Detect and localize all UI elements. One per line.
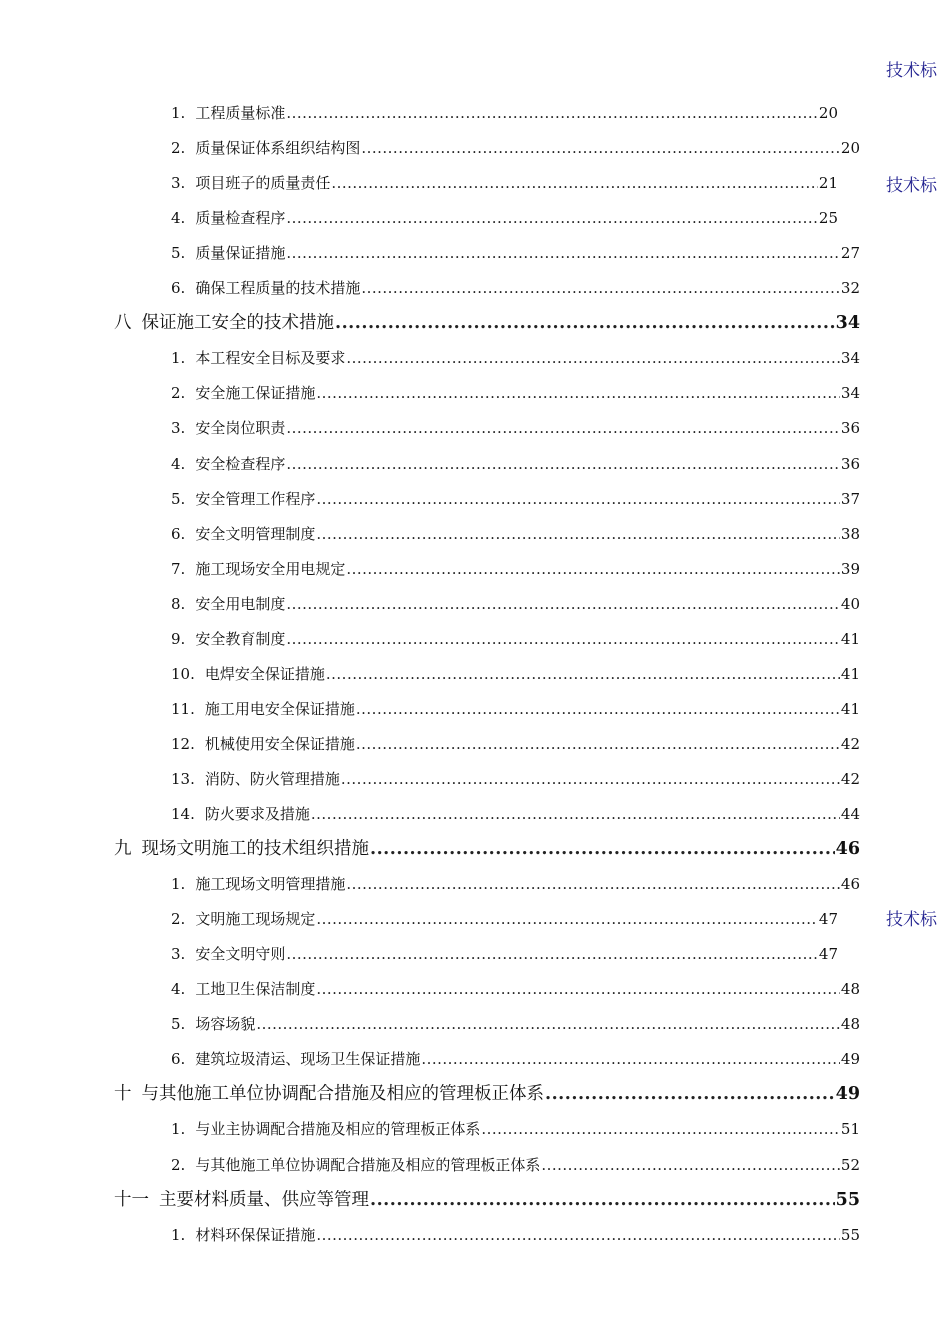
toc-entry-title: 现场文明施工的技术组织措施 xyxy=(141,839,369,859)
toc-entry-number: 12. xyxy=(171,735,195,753)
toc-entry-title: 施工现场安全用电规定 xyxy=(195,560,346,578)
toc-entry-title: 安全文明管理制度 xyxy=(195,525,316,543)
toc-page-number: 51 xyxy=(840,1120,860,1138)
toc-entry-number: 9. xyxy=(171,630,186,648)
toc-entry-title: 与业主协调配合措施及相应的管理板正体系 xyxy=(195,1120,481,1138)
toc-page-number: 41 xyxy=(840,665,860,683)
toc-entry-title: 防火要求及措施 xyxy=(204,805,310,823)
toc-dot-leader xyxy=(346,872,840,896)
toc-section-entry[interactable] xyxy=(171,557,860,581)
toc-section-entry[interactable] xyxy=(171,942,838,966)
toc-dot-leader xyxy=(361,136,840,160)
toc-entry-number: 6. xyxy=(171,525,186,543)
toc-entry-title: 项目班子的质量责任 xyxy=(195,174,331,192)
toc-page-number: 49 xyxy=(835,1084,860,1104)
toc-page-number: 44 xyxy=(840,805,860,823)
toc-entry-title: 场容场貌 xyxy=(195,1015,256,1033)
toc-entry-title: 安全施工保证措施 xyxy=(195,384,316,402)
toc-section-entry[interactable] xyxy=(171,627,860,651)
toc-page-number: 39 xyxy=(840,560,860,578)
toc-section-entry[interactable] xyxy=(171,1223,860,1247)
toc-page-number: 20 xyxy=(818,104,838,122)
toc-page-number: 20 xyxy=(840,139,860,157)
toc-entry-title: 质量检查程序 xyxy=(195,209,286,227)
toc-page-number: 47 xyxy=(818,945,838,963)
toc-entry-number: 3. xyxy=(171,174,186,192)
toc-page-number: 55 xyxy=(840,1226,860,1244)
toc-entry-number: 5. xyxy=(171,244,186,262)
toc-dot-leader xyxy=(326,662,840,686)
toc-entry-title: 安全管理工作程序 xyxy=(195,490,316,508)
toc-entry-number: 6. xyxy=(171,279,186,297)
toc-dot-leader xyxy=(421,1047,840,1071)
toc-entry-number: 3. xyxy=(171,945,186,963)
header-label-technical-bid: 技术标 xyxy=(886,61,937,81)
toc-entry-number: 4. xyxy=(171,455,186,473)
toc-page-number: 32 xyxy=(840,279,860,297)
toc-entry-number: 8. xyxy=(171,595,186,613)
toc-entry-number: 九 xyxy=(114,839,132,859)
toc-page-number: 36 xyxy=(840,455,860,473)
toc-entry-number: 13. xyxy=(171,770,195,788)
toc-page-number: 46 xyxy=(840,875,860,893)
toc-page-number: 42 xyxy=(840,770,860,788)
toc-dot-leader xyxy=(341,767,840,791)
toc-dot-leader xyxy=(541,1153,840,1177)
toc-entry-number: 八 xyxy=(114,313,132,333)
toc-chapter-entry[interactable] xyxy=(114,311,860,335)
toc-section-entry[interactable] xyxy=(171,1047,860,1071)
toc-section-entry[interactable] xyxy=(171,1117,860,1141)
toc-dot-leader xyxy=(256,1012,840,1036)
toc-entry-number: 2. xyxy=(171,910,186,928)
toc-entry-number: 1. xyxy=(171,1226,186,1244)
toc-page-number: 40 xyxy=(840,595,860,613)
toc-dot-leader xyxy=(311,802,840,826)
toc-section-entry[interactable] xyxy=(171,592,860,616)
toc-entry-number: 10. xyxy=(171,665,195,683)
toc-entry-title: 工地卫生保洁制度 xyxy=(195,980,316,998)
toc-dot-leader xyxy=(286,241,840,265)
header-label-technical-bid: 技术标 xyxy=(886,910,937,930)
toc-dot-leader xyxy=(316,487,840,511)
toc-entry-title: 建筑垃圾清运、现场卫生保证措施 xyxy=(195,1050,421,1068)
toc-entry-number: 11. xyxy=(171,700,195,718)
toc-entry-number: 4. xyxy=(171,209,186,227)
toc-entry-number: 7. xyxy=(171,560,186,578)
toc-dot-leader xyxy=(356,732,840,756)
toc-section-entry[interactable] xyxy=(171,136,860,160)
toc-page-number: 21 xyxy=(818,174,838,192)
toc-page-number: 25 xyxy=(818,209,838,227)
toc-dot-leader xyxy=(316,977,840,1001)
toc-entry-title: 保证施工安全的技术措施 xyxy=(141,313,334,333)
toc-entry-number: 5. xyxy=(171,490,186,508)
toc-section-entry[interactable] xyxy=(171,1012,860,1036)
toc-entry-number: 6. xyxy=(171,1050,186,1068)
toc-dot-leader xyxy=(545,1082,835,1106)
toc-entry-number: 2. xyxy=(171,1156,186,1174)
toc-dot-leader xyxy=(316,522,840,546)
toc-page-number: 34 xyxy=(840,349,860,367)
toc-section-entry[interactable] xyxy=(171,802,860,826)
toc-page-number: 34 xyxy=(835,313,860,333)
toc-dot-leader xyxy=(286,592,840,616)
toc-entry-number: 3. xyxy=(171,419,186,437)
toc-entry-title: 安全教育制度 xyxy=(195,630,286,648)
toc-dot-leader xyxy=(331,171,818,195)
toc-chapter-entry[interactable] xyxy=(114,1082,860,1106)
toc-dot-leader xyxy=(316,907,818,931)
toc-page-number: 41 xyxy=(840,630,860,648)
toc-entry-number: 2. xyxy=(171,384,186,402)
toc-entry-title: 与其他施工单位协调配合措施及相应的管理板正体系 xyxy=(141,1084,544,1104)
toc-section-entry[interactable] xyxy=(171,767,860,791)
toc-entry-number: 1. xyxy=(171,104,186,122)
toc-page-number: 36 xyxy=(840,419,860,437)
toc-section-entry[interactable] xyxy=(171,452,860,476)
toc-dot-leader xyxy=(286,627,840,651)
toc-dot-leader xyxy=(335,311,835,335)
toc-chapter-entry[interactable] xyxy=(114,837,860,861)
toc-dot-leader xyxy=(286,416,840,440)
toc-section-entry[interactable] xyxy=(171,206,838,230)
toc-page-number: 49 xyxy=(840,1050,860,1068)
toc-page-number: 48 xyxy=(840,1015,860,1033)
toc-entry-title: 材料环保保证措施 xyxy=(195,1226,316,1244)
toc-entry-number: 1. xyxy=(171,349,186,367)
toc-dot-leader xyxy=(370,837,835,861)
toc-entry-number: 十 xyxy=(114,1084,132,1104)
toc-page-number: 42 xyxy=(840,735,860,753)
toc-page-number: 38 xyxy=(840,525,860,543)
toc-page-number: 55 xyxy=(835,1190,860,1210)
toc-entry-title: 安全文明守则 xyxy=(195,945,286,963)
toc-entry-title: 安全检查程序 xyxy=(195,455,286,473)
toc-entry-title: 安全用电制度 xyxy=(195,595,286,613)
toc-section-entry[interactable] xyxy=(171,1153,860,1177)
toc-section-entry[interactable] xyxy=(171,872,860,896)
toc-dot-leader xyxy=(370,1188,835,1212)
toc-section-entry[interactable] xyxy=(171,101,838,125)
toc-section-entry[interactable] xyxy=(171,697,860,721)
toc-entry-title: 电焊安全保证措施 xyxy=(204,665,325,683)
toc-entry-title: 施工用电安全保证措施 xyxy=(204,700,355,718)
toc-entry-number: 十一 xyxy=(114,1190,149,1210)
toc-section-entry[interactable] xyxy=(171,276,860,300)
toc-dot-leader xyxy=(356,697,840,721)
toc-page-number: 52 xyxy=(840,1156,860,1174)
toc-page-number: 48 xyxy=(840,980,860,998)
toc-section-entry[interactable] xyxy=(171,416,860,440)
toc-section-entry[interactable] xyxy=(171,662,860,686)
toc-dot-leader xyxy=(481,1117,840,1141)
toc-section-entry[interactable] xyxy=(171,732,860,756)
toc-section-entry[interactable] xyxy=(171,381,860,405)
toc-chapter-entry[interactable] xyxy=(114,1188,860,1212)
toc-entry-title: 工程质量标准 xyxy=(195,104,286,122)
toc-entry-title: 主要材料质量、供应等管理 xyxy=(159,1190,369,1210)
toc-entry-title: 施工现场文明管理措施 xyxy=(195,875,346,893)
toc-section-entry[interactable] xyxy=(171,907,838,931)
toc-page-number: 46 xyxy=(835,839,860,859)
toc-section-entry[interactable] xyxy=(171,522,860,546)
toc-dot-leader xyxy=(361,276,840,300)
toc-entry-number: 2. xyxy=(171,139,186,157)
toc-entry-title: 文明施工现场规定 xyxy=(195,910,316,928)
toc-page-number: 27 xyxy=(840,244,860,262)
toc-entry-title: 质量保证措施 xyxy=(195,244,286,262)
toc-dot-leader xyxy=(346,557,840,581)
toc-entry-number: 1. xyxy=(171,875,186,893)
toc-section-entry[interactable] xyxy=(171,346,860,370)
toc-entry-number: 1. xyxy=(171,1120,186,1138)
toc-entry-number: 5. xyxy=(171,1015,186,1033)
toc-entry-number: 14. xyxy=(171,805,195,823)
toc-entry-title: 机械使用安全保证措施 xyxy=(204,735,355,753)
toc-entry-number: 4. xyxy=(171,980,186,998)
toc-dot-leader xyxy=(286,942,818,966)
toc-entry-title: 确保工程质量的技术措施 xyxy=(195,279,361,297)
toc-section-entry[interactable] xyxy=(171,241,860,265)
toc-page-number: 47 xyxy=(818,910,838,928)
toc-entry-title: 消防、防火管理措施 xyxy=(204,770,340,788)
toc-page-number: 41 xyxy=(840,700,860,718)
toc-dot-leader xyxy=(316,1223,840,1247)
toc-entry-title: 与其他施工单位协调配合措施及相应的管理板正体系 xyxy=(195,1156,541,1174)
toc-dot-leader xyxy=(316,381,840,405)
toc-entry-title: 本工程安全目标及要求 xyxy=(195,349,346,367)
toc-section-entry[interactable] xyxy=(171,977,860,1001)
toc-section-entry[interactable] xyxy=(171,171,838,195)
toc-dot-leader xyxy=(286,206,818,230)
toc-entry-title: 安全岗位职责 xyxy=(195,419,286,437)
toc-dot-leader xyxy=(346,346,840,370)
toc-page-number: 34 xyxy=(840,384,860,402)
toc-page-number: 37 xyxy=(840,490,860,508)
toc-entry-title: 质量保证体系组织结构图 xyxy=(195,139,361,157)
header-label-technical-bid: 技术标 xyxy=(886,176,937,196)
toc-section-entry[interactable] xyxy=(171,487,860,511)
toc-dot-leader xyxy=(286,101,818,125)
toc-dot-leader xyxy=(286,452,840,476)
